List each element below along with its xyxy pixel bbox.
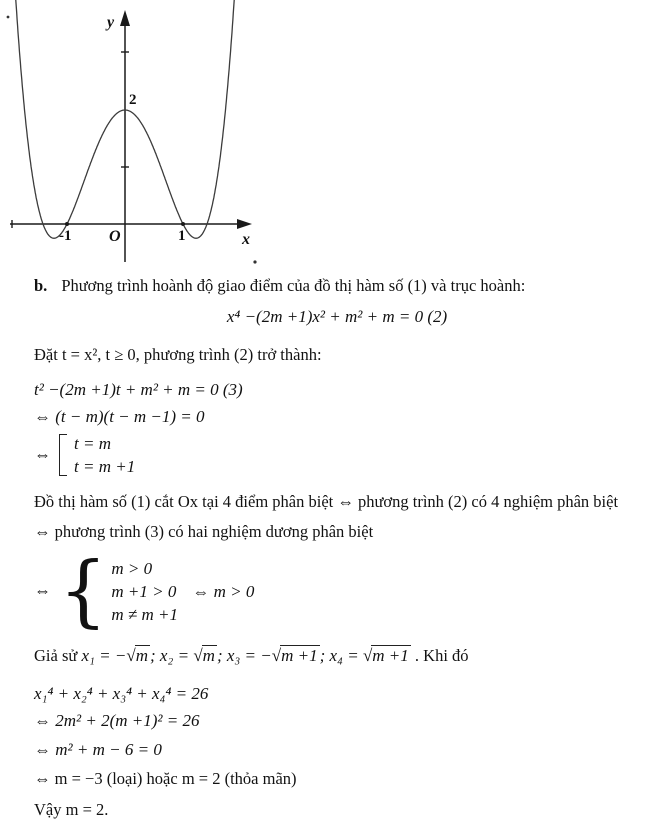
tick-label-pos1: 1 [178, 228, 186, 244]
root-point-neg1 [65, 222, 69, 226]
case-row-2: t = m +1 [74, 457, 136, 476]
square-bracket [59, 434, 67, 476]
tick-label-neg1: -1 [59, 228, 72, 244]
origin-label: O [109, 228, 121, 245]
y-axis-label: y [107, 14, 115, 31]
system-block [34, 545, 255, 636]
or-cases-block [34, 432, 135, 478]
equiv-arrow: ⇔ [34, 581, 51, 600]
equation-expanded: ⇔ 2m² + 2(m +1)² = 26 [34, 711, 200, 730]
x-axis-arrow [237, 219, 252, 229]
giasu-rad4: m +1 [372, 646, 409, 665]
root-point-pos1 [181, 222, 185, 226]
peak-value-label: 2 [129, 92, 137, 108]
giasu-seg3: ; x₃ = − [216, 646, 272, 665]
curly-brace: { [59, 545, 108, 636]
item-b-marker: b. [34, 276, 48, 295]
equation-2: x⁴ −(2m +1)x² + m² + m = 0 (2) [226, 307, 448, 326]
system-rows [111, 557, 254, 626]
system-row-1: m > 0 [111, 558, 153, 578]
giasu-rad1: m [135, 646, 148, 665]
giasu-seg2: ; x₂ = [149, 646, 194, 665]
equation-factored: ⇔ (t − m)(t − m −1) = 0 [34, 407, 205, 426]
equation-sum: x₁⁴ + x₂⁴ + x₃⁴ + x₄⁴ = 26 [34, 684, 209, 703]
equation-roots: ⇔ m = −3 (loại) hoặc m = 2 (thỏa mãn) [34, 769, 297, 788]
case-row-1: t = m [74, 434, 111, 453]
item-b-text: Phương trình hoành độ giao điểm của đồ thị hàm số (1) và trục hoành: [61, 276, 526, 295]
dothi-line: Đồ thị hàm số (1) cắt Ox tại 4 điểm phân biệt ⇔ phương trình (2) có 4 nghiệm phân biệt [34, 492, 619, 511]
sqrt-icon: √ [362, 646, 373, 665]
dat-line: Đặt t = x², t ≥ 0, phương trình (2) trở thành: [34, 345, 322, 364]
conclusion-line: Vậy m = 2. [34, 800, 109, 819]
pt3-line: ⇔ phương trình (3) có hai nghiệm dương phân biệt [34, 522, 374, 541]
sqrt-icon: √ [193, 646, 203, 665]
giasu-line [34, 646, 469, 666]
sqrt-icon: √ [271, 646, 282, 665]
item-b-line [34, 276, 525, 296]
y-axis-arrow [120, 10, 130, 26]
function-graph [0, 0, 280, 270]
giasu-seg1: x₁ = − [81, 646, 127, 665]
system-row-2-rhs: ⇔ m > 0 [192, 581, 255, 601]
system-row-2-lhs: m +1 > 0 [111, 581, 177, 601]
giasu-rad2: m [202, 646, 215, 665]
system-row-2 [111, 580, 254, 603]
equation-simplified: ⇔ m² + m − 6 = 0 [34, 740, 162, 759]
giasu-prefix: Giả sử [34, 646, 82, 665]
giasu-rad3: m +1 [281, 646, 318, 665]
equiv-arrow: ⇔ [34, 445, 51, 464]
or-cases-rows [74, 432, 135, 478]
system-row-3: m ≠ m +1 [111, 604, 178, 624]
scan-dot [253, 260, 256, 263]
sqrt-icon: √ [126, 646, 136, 665]
giasu-seg4: ; x₄ = [319, 646, 363, 665]
giasu-suffix: . Khi đó [410, 646, 469, 665]
scan-dot [7, 16, 10, 19]
x-axis-label: x [242, 231, 250, 248]
equation-3: t² −(2m +1)t + m² + m = 0 (3) [34, 380, 243, 399]
